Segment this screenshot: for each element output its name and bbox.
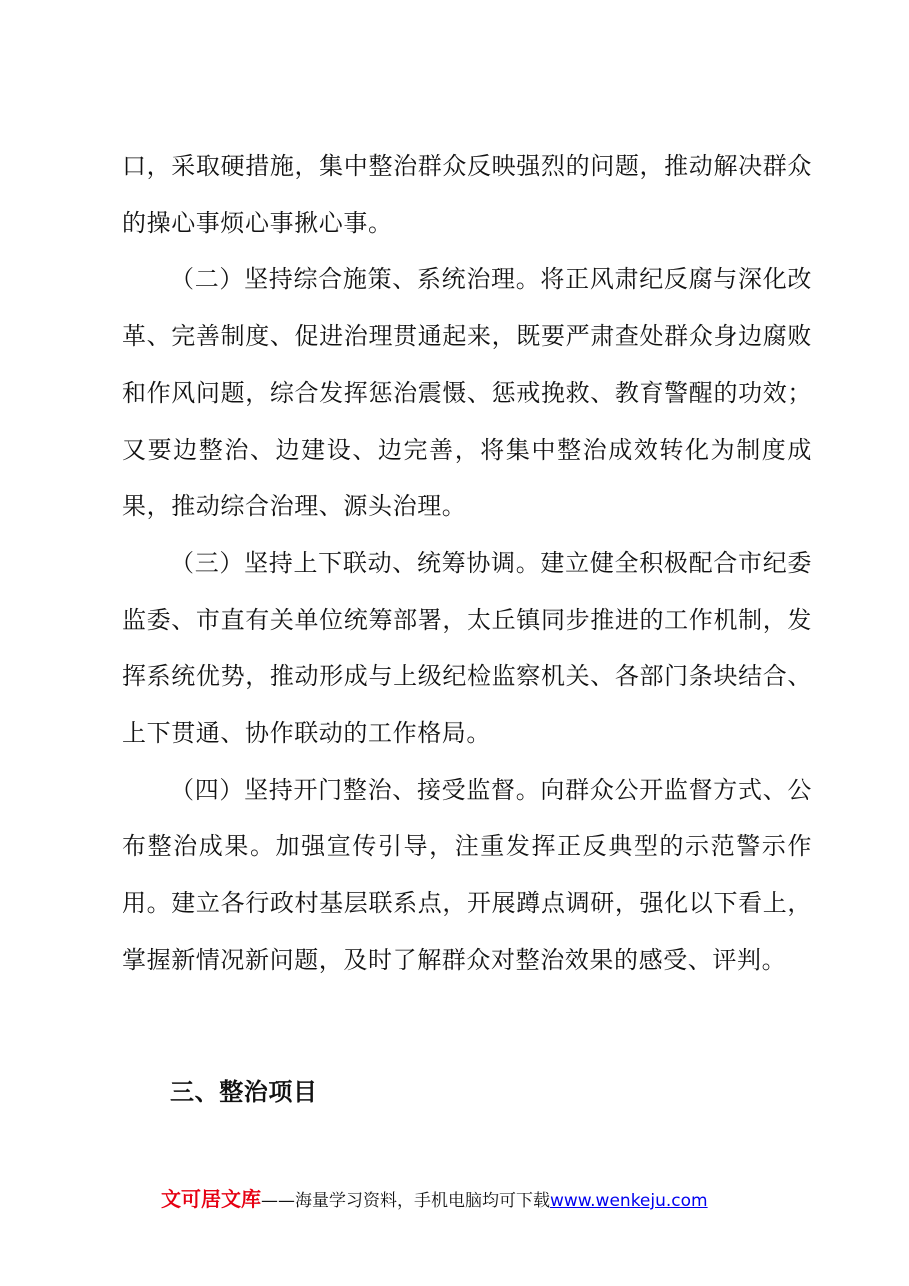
footer-brand: 文可居文库 xyxy=(161,1187,261,1211)
section-heading: 三、整治项目 xyxy=(170,1078,318,1106)
document-body xyxy=(122,138,812,989)
footer-tagline: ——海量学习资料，手机电脑均可下载 xyxy=(261,1191,550,1211)
footer-link[interactable]: www.wenkeju.com xyxy=(550,1191,708,1211)
paragraph-continuation: 口，采取硬措施，集中整治群众反映强烈的问题，推动解决群众的操心事烦心事揪心事。 xyxy=(122,152,812,237)
footer-watermark xyxy=(161,1183,821,1212)
paragraph-point-two: （二）坚持综合施策、系统治理。将正风肃纪反腐与深化改革、完善制度、促进治理贯通起来，既要严肃查处群众身边腐败和作风问题，综合发挥惩治震慑、惩戒挽救、教育警醒的功效；又要边整治、边建设、边完善，将集中整治成效转化为制度成果，推动综合治理、源头治理。 xyxy=(122,265,812,521)
paragraph-point-four: （四）坚持开门整治、接受监督。向群众公开监督方式、公布整治成果。加强宣传引导，注重发挥正反典型的示范警示作用。建立各行政村基层联系点，开展蹲点调研，强化以下看上，掌握新情况新问题，及时了解群众对整治效果的感受、评判。 xyxy=(122,775,812,974)
paragraph-point-three: （三）坚持上下联动、统筹协调。建立健全积极配合市纪委监委、市直有关单位统筹部署，太丘镇同步推进的工作机制，发挥系统优势，推动形成与上级纪检监察机关、各部门条块结合、上下贯通、协作联动的工作格局。 xyxy=(122,548,812,748)
